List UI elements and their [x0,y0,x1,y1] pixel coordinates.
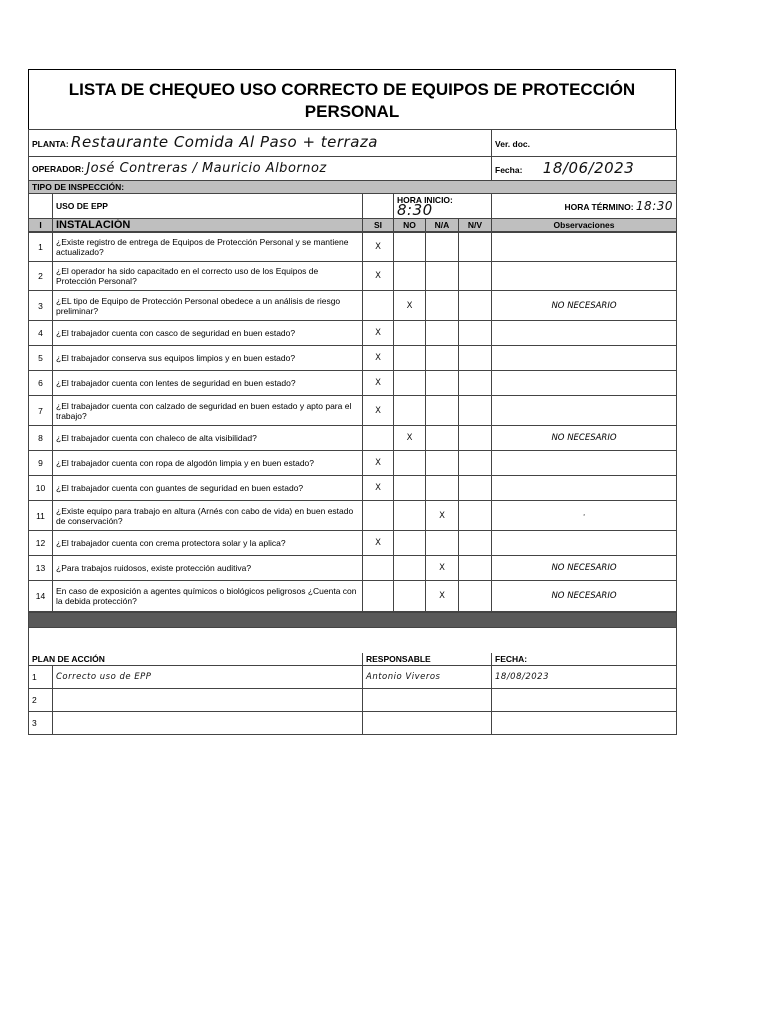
ver-doc-label: Ver. doc. [495,139,530,149]
item-number: 12 [29,531,53,556]
nv-check[interactable] [459,451,492,476]
col-nv-header: N/V [459,219,492,232]
si-check[interactable] [363,426,394,451]
plan-fecha-label: FECHA: [492,653,677,666]
table-row [29,426,677,451]
items-table [28,232,677,612]
operador-value[interactable]: José Contreras / Mauricio Albornoz [86,160,327,176]
observation[interactable] [492,262,677,291]
na-check[interactable] [426,321,459,346]
item-number: 13 [29,556,53,581]
table-row [29,291,677,321]
blank-cell [363,194,394,219]
table-row [29,501,677,531]
plan-fecha[interactable]: 18/08/2023 [492,665,677,688]
no-check[interactable] [394,556,426,581]
observation[interactable] [492,531,677,556]
item-question: ¿El trabajador cuenta con casco de seguridad en buen estado? [53,321,363,346]
uso-epp-label: USO DE EPP [53,194,363,219]
observation[interactable]: NO NECESARIO [492,291,677,321]
no-check[interactable] [394,371,426,396]
separator-bar [29,613,677,628]
item-question: ¿El trabajador conserva sus equipos limpios y en buen estado? [53,346,363,371]
no-check[interactable]: X [394,426,426,451]
na-check[interactable] [426,396,459,426]
no-check[interactable] [394,531,426,556]
na-check[interactable]: X [426,501,459,531]
no-check[interactable] [394,321,426,346]
item-number: 7 [29,396,53,426]
hora-inicio-cell [394,194,492,219]
table-row [29,396,677,426]
no-check[interactable] [394,262,426,291]
plan-row [29,688,677,711]
planta-row [29,130,492,157]
observation[interactable] [492,371,677,396]
item-number: 10 [29,476,53,501]
hora-termino-label: HORA TÉRMINO: [564,201,634,212]
col-no-header: NO [394,219,426,232]
nv-check[interactable] [459,476,492,501]
item-number: 4 [29,321,53,346]
plan-row [29,711,677,734]
na-check[interactable] [426,426,459,451]
table-row [29,581,677,612]
item-question: ¿El trabajador cuenta con lentes de seguridad en buen estado? [53,371,363,396]
table-row [29,556,677,581]
fecha-value[interactable]: 18/06/2023 [542,158,635,177]
si-check[interactable]: X [363,233,394,262]
plan-row-number: 3 [29,711,53,734]
item-question: ¿Para trabajos ruidosos, existe protección auditiva? [53,556,363,581]
item-question: ¿El operador ha sido capacitado en el correcto uso de los Equipos de Protección Personal? [53,262,363,291]
observation[interactable] [492,321,677,346]
item-number: 9 [29,451,53,476]
observation[interactable] [492,451,677,476]
plan-fecha[interactable] [492,688,677,711]
operador-row [29,157,492,181]
item-question: ¿El trabajador cuenta con chaleco de alta visibilidad? [53,426,363,451]
nv-check[interactable] [459,396,492,426]
no-check[interactable] [394,581,426,612]
col-num-header: I [29,219,53,232]
si-check[interactable]: X [363,531,394,556]
item-number: 11 [29,501,53,531]
table-row [29,233,677,262]
nv-check[interactable] [459,346,492,371]
si-check[interactable]: X [363,451,394,476]
col-na-header: N/A [426,219,459,232]
na-check[interactable]: X [426,581,459,612]
item-number: 3 [29,291,53,321]
nv-check[interactable] [459,371,492,396]
si-check[interactable]: X [363,476,394,501]
operador-label: OPERADOR: [32,163,84,174]
na-check[interactable] [426,233,459,262]
nv-check[interactable] [459,291,492,321]
item-number: 6 [29,371,53,396]
blank-cell [29,194,53,219]
item-number: 2 [29,262,53,291]
item-number: 14 [29,581,53,612]
hora-inicio-label: HORA INICIO: [397,195,453,205]
table-row [29,451,677,476]
table-row [29,531,677,556]
na-check[interactable] [426,262,459,291]
col-si-header: SI [363,219,394,232]
no-check[interactable] [394,346,426,371]
item-question: ¿El trabajador cuenta con ropa de algodón limpia y en buen estado? [53,451,363,476]
item-question: ¿EL tipo de Equipo de Protección Personal obedece a un análisis de riesgo preliminar? [53,291,363,321]
header-table [28,129,677,232]
table-row [29,262,677,291]
checklist-sheet [28,69,676,735]
plan-action[interactable] [53,711,363,734]
table-row [29,346,677,371]
hora-termino-cell [492,194,677,219]
nv-check[interactable] [459,501,492,531]
tipo-inspeccion: TIPO DE INSPECCIÓN: [29,181,677,194]
hora-inicio-value[interactable]: 8:30 [397,201,433,219]
si-check[interactable]: X [363,321,394,346]
na-check[interactable] [426,371,459,396]
plan-row-number: 2 [29,688,53,711]
item-question: En caso de exposición a agentes químicos o biológicos peligrosos ¿Cuenta con la debida protección? [53,581,363,612]
plan-table [28,612,677,735]
fecha-label: Fecha: [495,164,523,175]
plan-row [29,665,677,688]
spacer-row [29,628,677,653]
item-question: ¿El trabajador cuenta con calzado de seguridad en buen estado y apto para el trabajo? [53,396,363,426]
si-check[interactable]: X [363,396,394,426]
table-row [29,371,677,396]
si-check[interactable] [363,291,394,321]
no-check[interactable]: X [394,291,426,321]
na-check[interactable] [426,476,459,501]
nv-check[interactable] [459,262,492,291]
plan-fecha[interactable] [492,711,677,734]
no-check[interactable] [394,396,426,426]
planta-value[interactable]: Restaurante Comida Al Paso + terraza [71,133,378,151]
plan-responsable[interactable] [363,711,492,734]
item-question: ¿Existe equipo para trabajo en altura (Arnés con cabo de vida) en buen estado de conservación? [53,501,363,531]
item-question: ¿Existe registro de entrega de Equipos de Protección Personal y se mantiene actualizado? [53,233,363,262]
col-obs-header: Observaciones [492,219,677,232]
item-question: ¿El trabajador cuenta con crema protectora solar y la aplica? [53,531,363,556]
page-title: LISTA DE CHEQUEO USO CORRECTO DE EQUIPOS DE PROTECCIÓN PERSONAL [28,69,676,129]
plan-action[interactable] [53,688,363,711]
plan-responsable[interactable] [363,688,492,711]
nv-check[interactable] [459,556,492,581]
observation[interactable] [492,396,677,426]
observation[interactable]: NO NECESARIO [492,581,677,612]
nv-check[interactable] [459,426,492,451]
plan-responsable[interactable]: Antonio Viveros [363,665,492,688]
no-check[interactable] [394,476,426,501]
nv-check[interactable] [459,581,492,612]
nv-check[interactable] [459,233,492,262]
observation[interactable]: NO NECESARIO [492,556,677,581]
na-check[interactable]: X [426,556,459,581]
na-check[interactable] [426,451,459,476]
na-check[interactable] [426,346,459,371]
plan-label: PLAN DE ACCIÓN [29,653,363,666]
si-check[interactable] [363,581,394,612]
responsable-label: RESPONSABLE [363,653,492,666]
nv-check[interactable] [459,531,492,556]
no-check[interactable] [394,233,426,262]
col-section-header: INSTALACIÓN [53,219,363,232]
observation[interactable] [492,476,677,501]
plan-action[interactable]: Correcto uso de EPP [53,665,363,688]
fecha-cell [492,157,677,181]
item-number: 1 [29,233,53,262]
no-check[interactable] [394,451,426,476]
ver-doc-cell [492,130,677,157]
item-number: 5 [29,346,53,371]
no-check[interactable] [394,501,426,531]
observation[interactable]: · [492,501,677,531]
observation[interactable]: NO NECESARIO [492,426,677,451]
table-row [29,321,677,346]
si-check[interactable] [363,501,394,531]
observation[interactable] [492,233,677,262]
planta-label: PLANTA: [32,139,69,149]
plan-row-number: 1 [29,665,53,688]
si-check[interactable] [363,556,394,581]
item-number: 8 [29,426,53,451]
nv-check[interactable] [459,321,492,346]
table-row [29,476,677,501]
na-check[interactable] [426,531,459,556]
observation[interactable] [492,346,677,371]
na-check[interactable] [426,291,459,321]
si-check[interactable]: X [363,262,394,291]
si-check[interactable]: X [363,346,394,371]
si-check[interactable]: X [363,371,394,396]
item-question: ¿El trabajador cuenta con guantes de seguridad en buen estado? [53,476,363,501]
hora-termino-value[interactable]: 18:30 [635,198,674,213]
